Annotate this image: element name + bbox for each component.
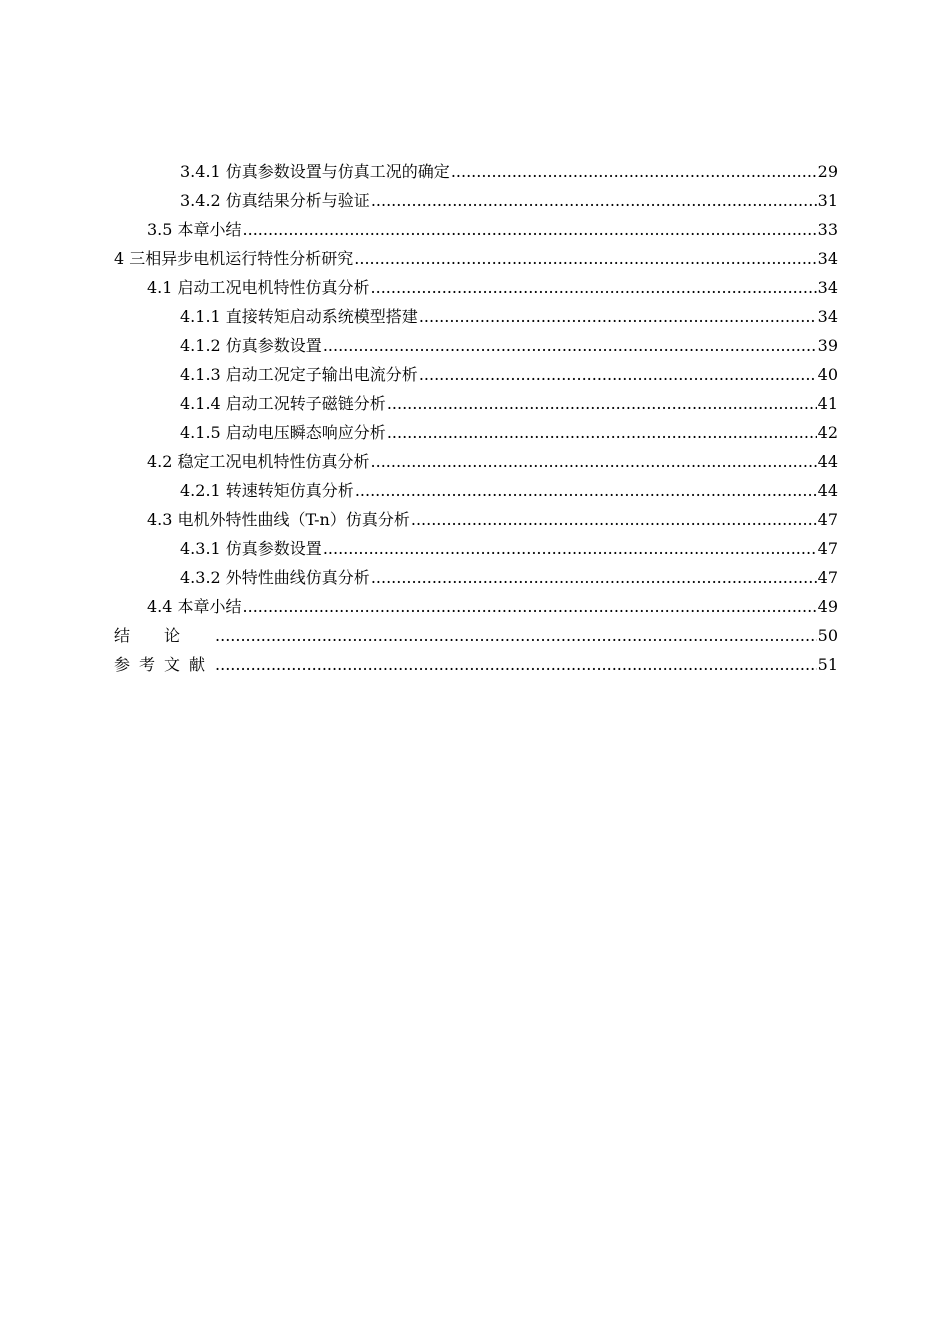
toc-entry[interactable] (114, 186, 838, 215)
toc-dot-leader (387, 418, 817, 447)
toc-entry-title: 4.1.3 启动工况定子输出电流分析 (180, 365, 418, 384)
toc-entry-page: 29 (817, 162, 838, 181)
toc-dot-leader (354, 244, 816, 273)
toc-entry-page: 41 (817, 394, 838, 413)
toc-dot-leader (215, 650, 817, 679)
toc-dot-leader (387, 389, 817, 418)
toc-entry[interactable] (114, 534, 838, 563)
toc-dot-leader (411, 505, 817, 534)
toc-entry[interactable] (114, 563, 838, 592)
toc-entry[interactable] (114, 331, 838, 360)
toc-entry-title: 4.2.1 转速转矩仿真分析 (180, 481, 354, 500)
toc-entry-page: 47 (817, 510, 838, 529)
toc-entry[interactable] (114, 505, 838, 534)
toc-entry-page: 44 (817, 452, 838, 471)
toc-entry-title: 结论 (114, 626, 215, 645)
toc-entry-page: 50 (817, 626, 838, 645)
toc-entry[interactable] (114, 302, 838, 331)
toc-entry-page: 39 (817, 336, 838, 355)
toc-dot-leader (371, 186, 817, 215)
toc-entry-title: 3.5 本章小结 (147, 220, 242, 239)
toc-entry-title: 4.1.1 直接转矩启动系统模型搭建 (180, 307, 418, 326)
toc-dot-leader (323, 331, 817, 360)
toc-entry[interactable] (114, 244, 838, 273)
toc-entry-title: 4.2 稳定工况电机特性仿真分析 (147, 452, 370, 471)
toc-entry-page: 44 (817, 481, 838, 500)
toc-entry-title: 4.1 启动工况电机特性仿真分析 (147, 278, 370, 297)
toc-entry[interactable] (114, 157, 838, 186)
toc-dot-leader (419, 360, 817, 389)
toc-dot-leader (371, 563, 817, 592)
toc-entry-title: 4.4 本章小结 (147, 597, 242, 616)
toc-dot-leader (419, 302, 817, 331)
toc-dot-leader (215, 621, 817, 650)
toc-entry-page: 47 (817, 568, 838, 587)
toc-entry-page: 33 (817, 220, 838, 239)
toc-entry-page: 47 (817, 539, 838, 558)
toc-dot-leader (371, 447, 817, 476)
toc-entry[interactable] (114, 476, 838, 505)
toc-entry-title: 4.1.5 启动电压瞬态响应分析 (180, 423, 386, 442)
toc-dot-leader (451, 157, 817, 186)
toc-entry-title: 4.1.4 启动工况转子磁链分析 (180, 394, 386, 413)
toc-entry-page: 42 (817, 423, 838, 442)
toc-entry[interactable] (114, 592, 838, 621)
toc-entry-title: 4.3 电机外特性曲线（T-n）仿真分析 (147, 510, 410, 529)
toc-entry[interactable] (114, 273, 838, 302)
toc-entry-title: 4.1.2 仿真参数设置 (180, 336, 322, 355)
toc-entry[interactable] (114, 447, 838, 476)
toc-entry[interactable] (114, 389, 838, 418)
toc-entry-page: 49 (817, 597, 838, 616)
toc-entry-page: 34 (817, 307, 838, 326)
toc-dot-leader (243, 592, 817, 621)
toc-dot-leader (323, 534, 817, 563)
toc-entry[interactable] (114, 650, 838, 679)
toc-dot-leader (355, 476, 817, 505)
toc-entry-page: 34 (817, 249, 838, 268)
toc-entry-title: 3.4.1 仿真参数设置与仿真工况的确定 (180, 162, 450, 181)
toc-entry[interactable] (114, 360, 838, 389)
toc-entry-title: 4.3.1 仿真参数设置 (180, 539, 322, 558)
table-of-contents (114, 157, 838, 679)
toc-entry-title: 4 三相异步电机运行特性分析研究 (114, 249, 354, 268)
toc-dot-leader (243, 215, 817, 244)
toc-entry-page: 34 (817, 278, 838, 297)
toc-entry[interactable] (114, 418, 838, 447)
toc-entry[interactable] (114, 215, 838, 244)
toc-entry[interactable] (114, 621, 838, 650)
toc-dot-leader (371, 273, 817, 302)
toc-entry-page: 40 (817, 365, 838, 384)
toc-entry-title: 参考文献 (114, 655, 215, 674)
toc-entry-page: 31 (817, 191, 838, 210)
toc-entry-title: 4.3.2 外特性曲线仿真分析 (180, 568, 370, 587)
toc-entry-page: 51 (817, 655, 838, 674)
toc-entry-title: 3.4.2 仿真结果分析与验证 (180, 191, 370, 210)
